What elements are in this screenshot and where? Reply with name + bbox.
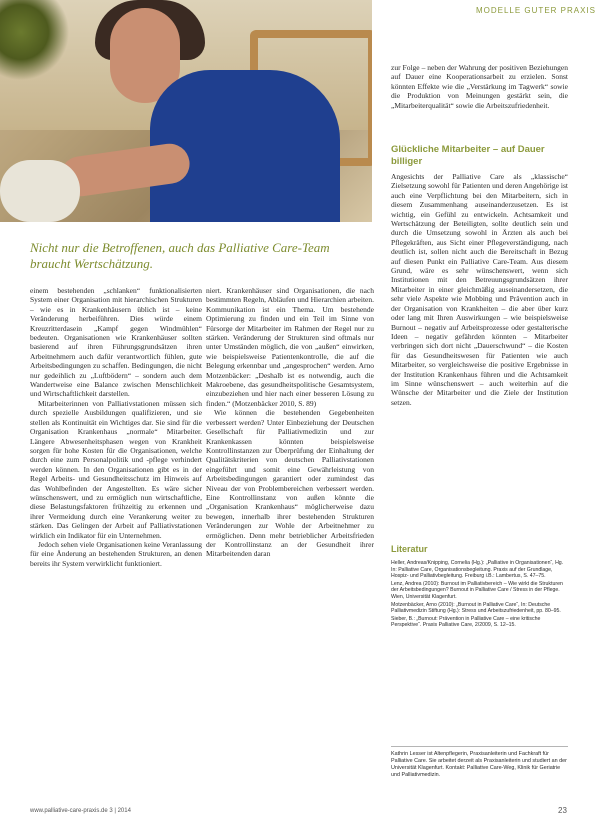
paragraph: einem bestehenden „schlanken“ funktionalisierten System einer Organisation mit hierarchischen Strukturen – wie es in Krankenhäusern üblich ist – keine Veränderung herbeiführen. Dies würde einem Kreuzritterdasein „Kampf gegen Windmühlen“ bedeuten. Organisationen wie Krankenhäuser sollten basierend auf ihren Führungsgrundsätzen ihren Arbeitnehmern auch dafür verantwortlich fühlen, gute Arbeitsbedingungen zu schaffen. Bedingungen, die nicht nur gedeihlich zu „Luftbödern“ – sondern auch dem Wandertweise eine Balance zwischen Menschlichkeit und Wirtschaftlichkeit darstellen. — [30, 286, 202, 399]
journal-footer: www.palliative-care-praxis.de 3 | 2014 — [30, 808, 131, 814]
paragraph: niert. Krankenhäuser sind Organisationen, die nach bestimmten Regeln, Abläufen und Hierarchien arbeiten. Kommunikation ist ein Thema. Um bestehende Optimierung zu finden und ein Teil im Sinne von Fürsorge der Mitarbeiter im Rahmen der Regel nur zu stärken. Veränderung der Strukturen sind oftmals nur unter Umständen möglich, die von „außen“ einwirken, wie beispielsweise Patientenkontrolle, die auf die Belegung erkennbar und „angesprochen“ werden. Arno Motzenbäcker: „Deshalb ist es notwendig, auch die Makroebene, das gesundheitspolitische Gesamtsystem, einzubeziehen und hier nach einer besseren Lösung zu finden.“ (Motzenbäcker 2010, S. 89) — [206, 286, 374, 408]
body-column-2 — [206, 286, 374, 559]
photo-plant — [0, 0, 70, 80]
literature-heading: Literatur — [391, 544, 428, 554]
subheading: Glückliche Mitarbeiter – auf Dauer billiger — [391, 144, 545, 167]
literature-list — [391, 560, 568, 630]
article-photo — [0, 0, 372, 222]
page-number: 23 — [558, 806, 567, 815]
body-column-3-intro — [391, 63, 568, 110]
photo-plate — [0, 160, 80, 222]
author-note: Kathrin Lesser ist Altenpflegerin, Praxisanleiterin und Fachkraft für Palliative Care. Sie arbeitet derzeit als Praxisanleiterin und studiert an der Universität Klagenfurt. Kontakt: Palliative Care-Weg, Klinik für Geriatrie und Palliativmedizin. — [391, 746, 568, 779]
paragraph: Angesichts der Palliative Care als „klassische“ Zielsetzung sowohl für Patienten und deren Angehörige ist auch eine Verpflichtung bei den Mitarbeitern, sich in diesem Zusammenhang auseinanderzusetzen. Es ist wichtig, ein Gefühl zu entwickeln. Achtsamkeit und Wertschätzung der Beteiligten, sollte deutlich sein und durch die Umsetzung sowohl in Ärzten als auch bei Pflegekräften, aus Sicht einer Pflegeverständigung, nach deutlich ist, sollen nicht auch die Bereitschaft in Bezug auf diesen Punkt ein Palliative Care-Team. Aus diesem Grund, wäre es sehr wünschenswert, wenn sich Institutionen mit den Betreuungsgrundsätzen ihrer Mitarbeiter in einer gleichmäßig auseinandersetzen, die sehr viele Aspekte wie Mobbing und Prävention auch in der Organisation von Krankheiten – die aber über kurz oder lang mit Ihren Auswirkungen – wie beispielsweise Burnout – negativ auf Arbeitsprozesse oder gestalterische Ideen – negativ gefährden könnten – Mitarbeiter verbringen sich dort nicht „Dauerschwund“ – die Kosten für das Gesundheitswesen für Patienten wie auch Mitarbeiter, so vergleichsweise die positive Ergebnisse in der Institution Krankenhaus führen und die Achtsamkeit im Sinne wünschenswert – auch weiterhin auf die Wünsche der Mitarbeiter und die Ziele der Institution setzen. — [391, 172, 568, 407]
literature-entry: Sieber, B.: „Burnout: Prävention in Palliative Care – eine kritische Perspektive“. Praxis Palliative Care, 2/2009, S. 12–15. — [391, 615, 541, 629]
paragraph: Wie können die bestehenden Gegebenheiten verbessert werden? Unter Einbeziehung der Deutschen Gesellschaft für Palliativmedizin und zur Krankenkassen könnten beispielsweise Kontrollinstanzen zur Überprüfung der Einhaltung der Qualitätskriterien von deutschen Palliativstationen eingeführt und somit eine Gewährleistung von Arbeitsbedingungen garantiert oder zumindest das Niveau der von Problembereichen verbessert werden. Eine Kontrollinstanz von außen könnte die „Organisation Krankenhaus“ möglicherweise dazu bewegen, innerhalb ihrer bestehenden Strukturen Veränderungen zur Wohle der Arbeitnehmer zu ermöglichen. Denn mehr betrieblicher Arbeitsfrieden der Kontrollinstanz an der Gesundheit ihrer Mitarbeitenden daran — [206, 408, 374, 559]
paragraph: Mitarbeiterinnen von Palliativstationen müssen sich durch spezielle Ausbildungen qualifizieren, und sie stellen als Kontinuität ein Wichtiges dar. Sie sind für die Organisation Krankenhaus „normale“ Mitarbeiter. Längere Abwesenheitsphasen wegen von Krankheit sorgen für hohe Kosten für die Organisationen, welche durch eine zum Personalpolitik und -pflege verhindert werden können. In den Organisationen gibt es in der Regel Arbeits- und Gesundheitsschutz im Hinweis auf das Wohlbefinden der Angestellten. Es wäre sicher wünschenswert, und zu ermöglich nun wirtschaftliche, diese Belastungsfaktoren frühzeitig zu erkennen und ihrer Vermeidung durch eine Verankerung weiter zu stärken. Das Gelingen der Arbeit auf Palliativstationen wirklich ein Indikator für ein Unternehmen. — [30, 398, 202, 540]
section-label: MODELLE GUTER PRAXIS — [475, 6, 596, 15]
literature-entry: Heller, Andreas/Knipping, Cornelia (Hg.): „Palliative in Organisationen“, Hg. In: Palliative Care, Organisationsbegleitung. Praxis auf der Grundlage, Hospiz- und Palliativbegleitung. Freiburg i.B.: Lambertus, S. 47–75. — [391, 560, 564, 580]
paragraph: Jedoch sehen viele Organisationen keine Veranlassung für eine Änderung an bestehenden Strukturen, an denen bereits ihr System verwirklicht funktioniert. — [30, 539, 202, 568]
body-column-3 — [391, 172, 568, 407]
paragraph: zur Folge – neben der Wahrung der positiven Beziehungen auf Dauer eine Kooperationsarbeit zu erzielen. Sonst könnten Effekte wie die „Verstärkung im Tagwerk“ sowie die Produktion von Meinungen gestärkt sein, die „Mitarbeiterqualität“ sowie die Arbeitszufriedenheit. — [391, 63, 568, 110]
literature-entry: Motzenbäcker, Arno (2010): „Burnout in Palliative Care“, In: Deutsche Palliativmedizin Stiftung (Hg.): Stress und Arbeitszufriedenheit, pp. 80–95. — [391, 601, 561, 615]
literature-entry: Lenz, Andrea (2010): Burnout im Palliativbereich – Wie wirkt die Strukturen der Arbeitsbedingungen? Burnout in Palliative Care / Stress in der Pflege. Wien, Universität Klagenfurt. — [391, 580, 563, 600]
photo-caption: Nicht nur die Betroffenen, auch das Palliative Care-Team braucht Wertschätzung. — [30, 240, 330, 271]
body-column-1 — [30, 286, 202, 568]
